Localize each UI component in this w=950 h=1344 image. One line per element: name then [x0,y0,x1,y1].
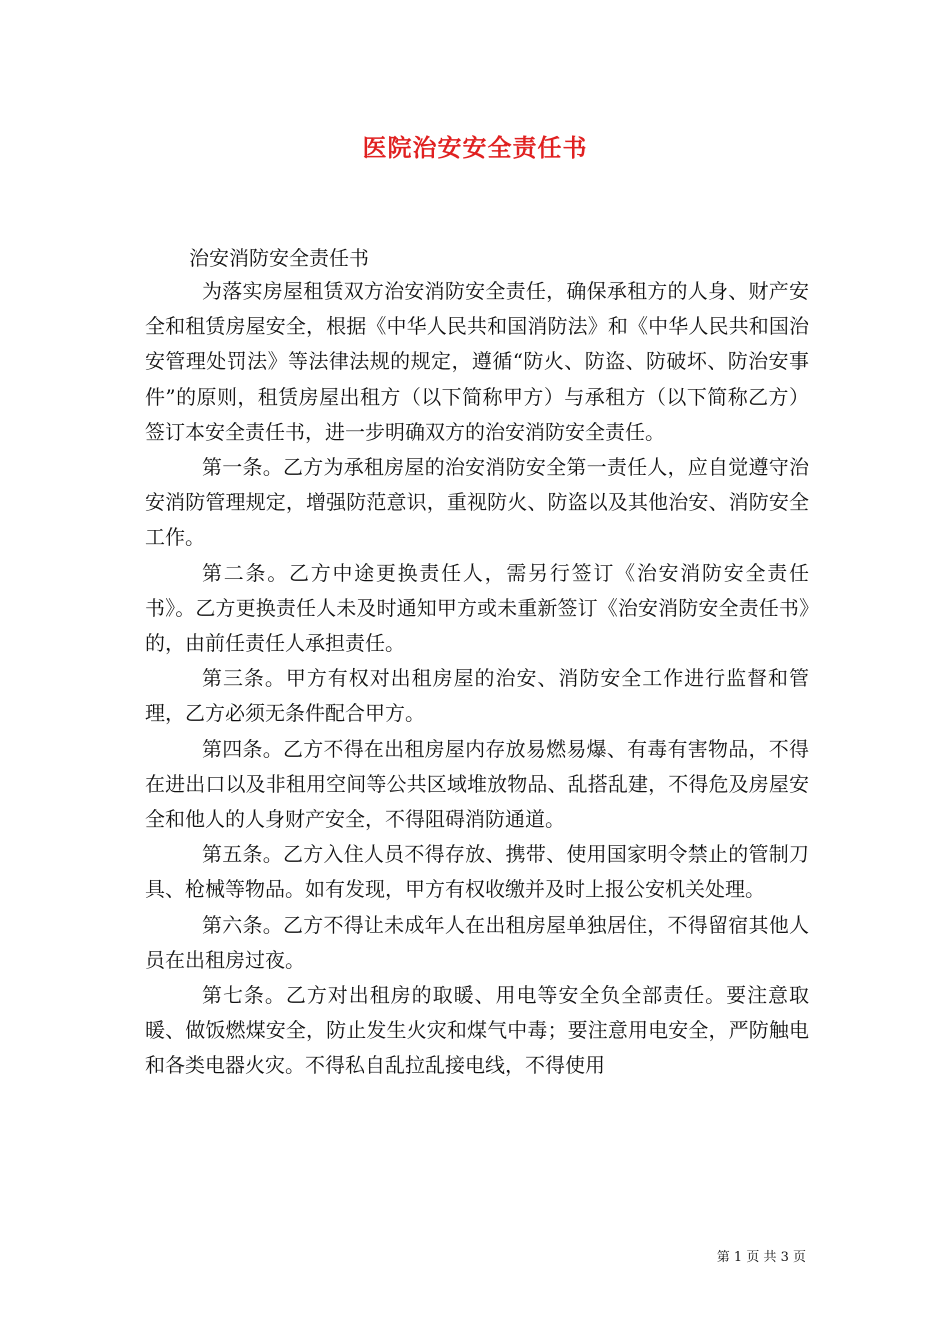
paragraph-article-1: 第一条。乙方为承租房屋的治安消防安全第一责任人，应自觉遵守治安消防管理规定，增强防范意识，重视防火、防盗以及其他治安、消防安全工作。 [145,455,809,550]
document-body [145,242,809,1084]
paragraph-article-2: 第二条。乙方中途更换责任人，需另行签订《治安消防安全责任书》。乙方更换责任人未及时通知甲方或未重新签订《治安消防安全责任书》的，由前任责任人承担责任。 [145,560,809,656]
paragraph-preamble: 为落实房屋租赁双方治安消防安全责任，确保承租方的人身、财产安全和租赁房屋安全，根据《中华人民共和国消防法》和《中华人民共和国治安管理处罚法》等法律法规的规定，遵循“防火、防盗、防破坏、防治安事件”的原则，租赁房屋出租方（以下简称甲方）与承租方（以下简称乙方）签订本安全责任书，进一步明确双方的治安消防安全责任。 [145,279,809,444]
document-title: 医院治安安全责任书 [362,133,588,162]
paragraph-article-7: 第七条。乙方对出租房的取暖、用电等安全负全部责任。要注意取暖、做饭燃煤安全，防止发生火灾和煤气中毒；要注意用电安全，严防触电和各类电器火灾。不得私自乱拉乱接电线，不得使用 [145,983,809,1078]
page-number-indicator: 第 1 页 共 3 页 [716,1250,806,1265]
paragraph-article-5: 第五条。乙方入住人员不得存放、携带、使用国家明令禁止的管制刀具、枪械等物品。如有发现，甲方有权收缴并及时上报公安机关处理。 [145,842,809,902]
paragraph-article-4: 第四条。乙方不得在出租房屋内存放易燃易爆、有毒有害物品，不得在进出口以及非租用空间等公共区域堆放物品、乱搭乱建，不得危及房屋安全和他人的人身财产安全，不得阻碍消防通道。 [145,736,809,832]
paragraph-article-3: 第三条。甲方有权对出租房屋的治安、消防安全工作进行监督和管理，乙方必须无条件配合甲方。 [145,666,809,726]
paragraph-article-6: 第六条。乙方不得让未成年人在出租房屋单独居住，不得留宿其他人员在出租房过夜。 [145,912,809,972]
document-subtitle: 治安消防安全责任书 [189,246,369,270]
